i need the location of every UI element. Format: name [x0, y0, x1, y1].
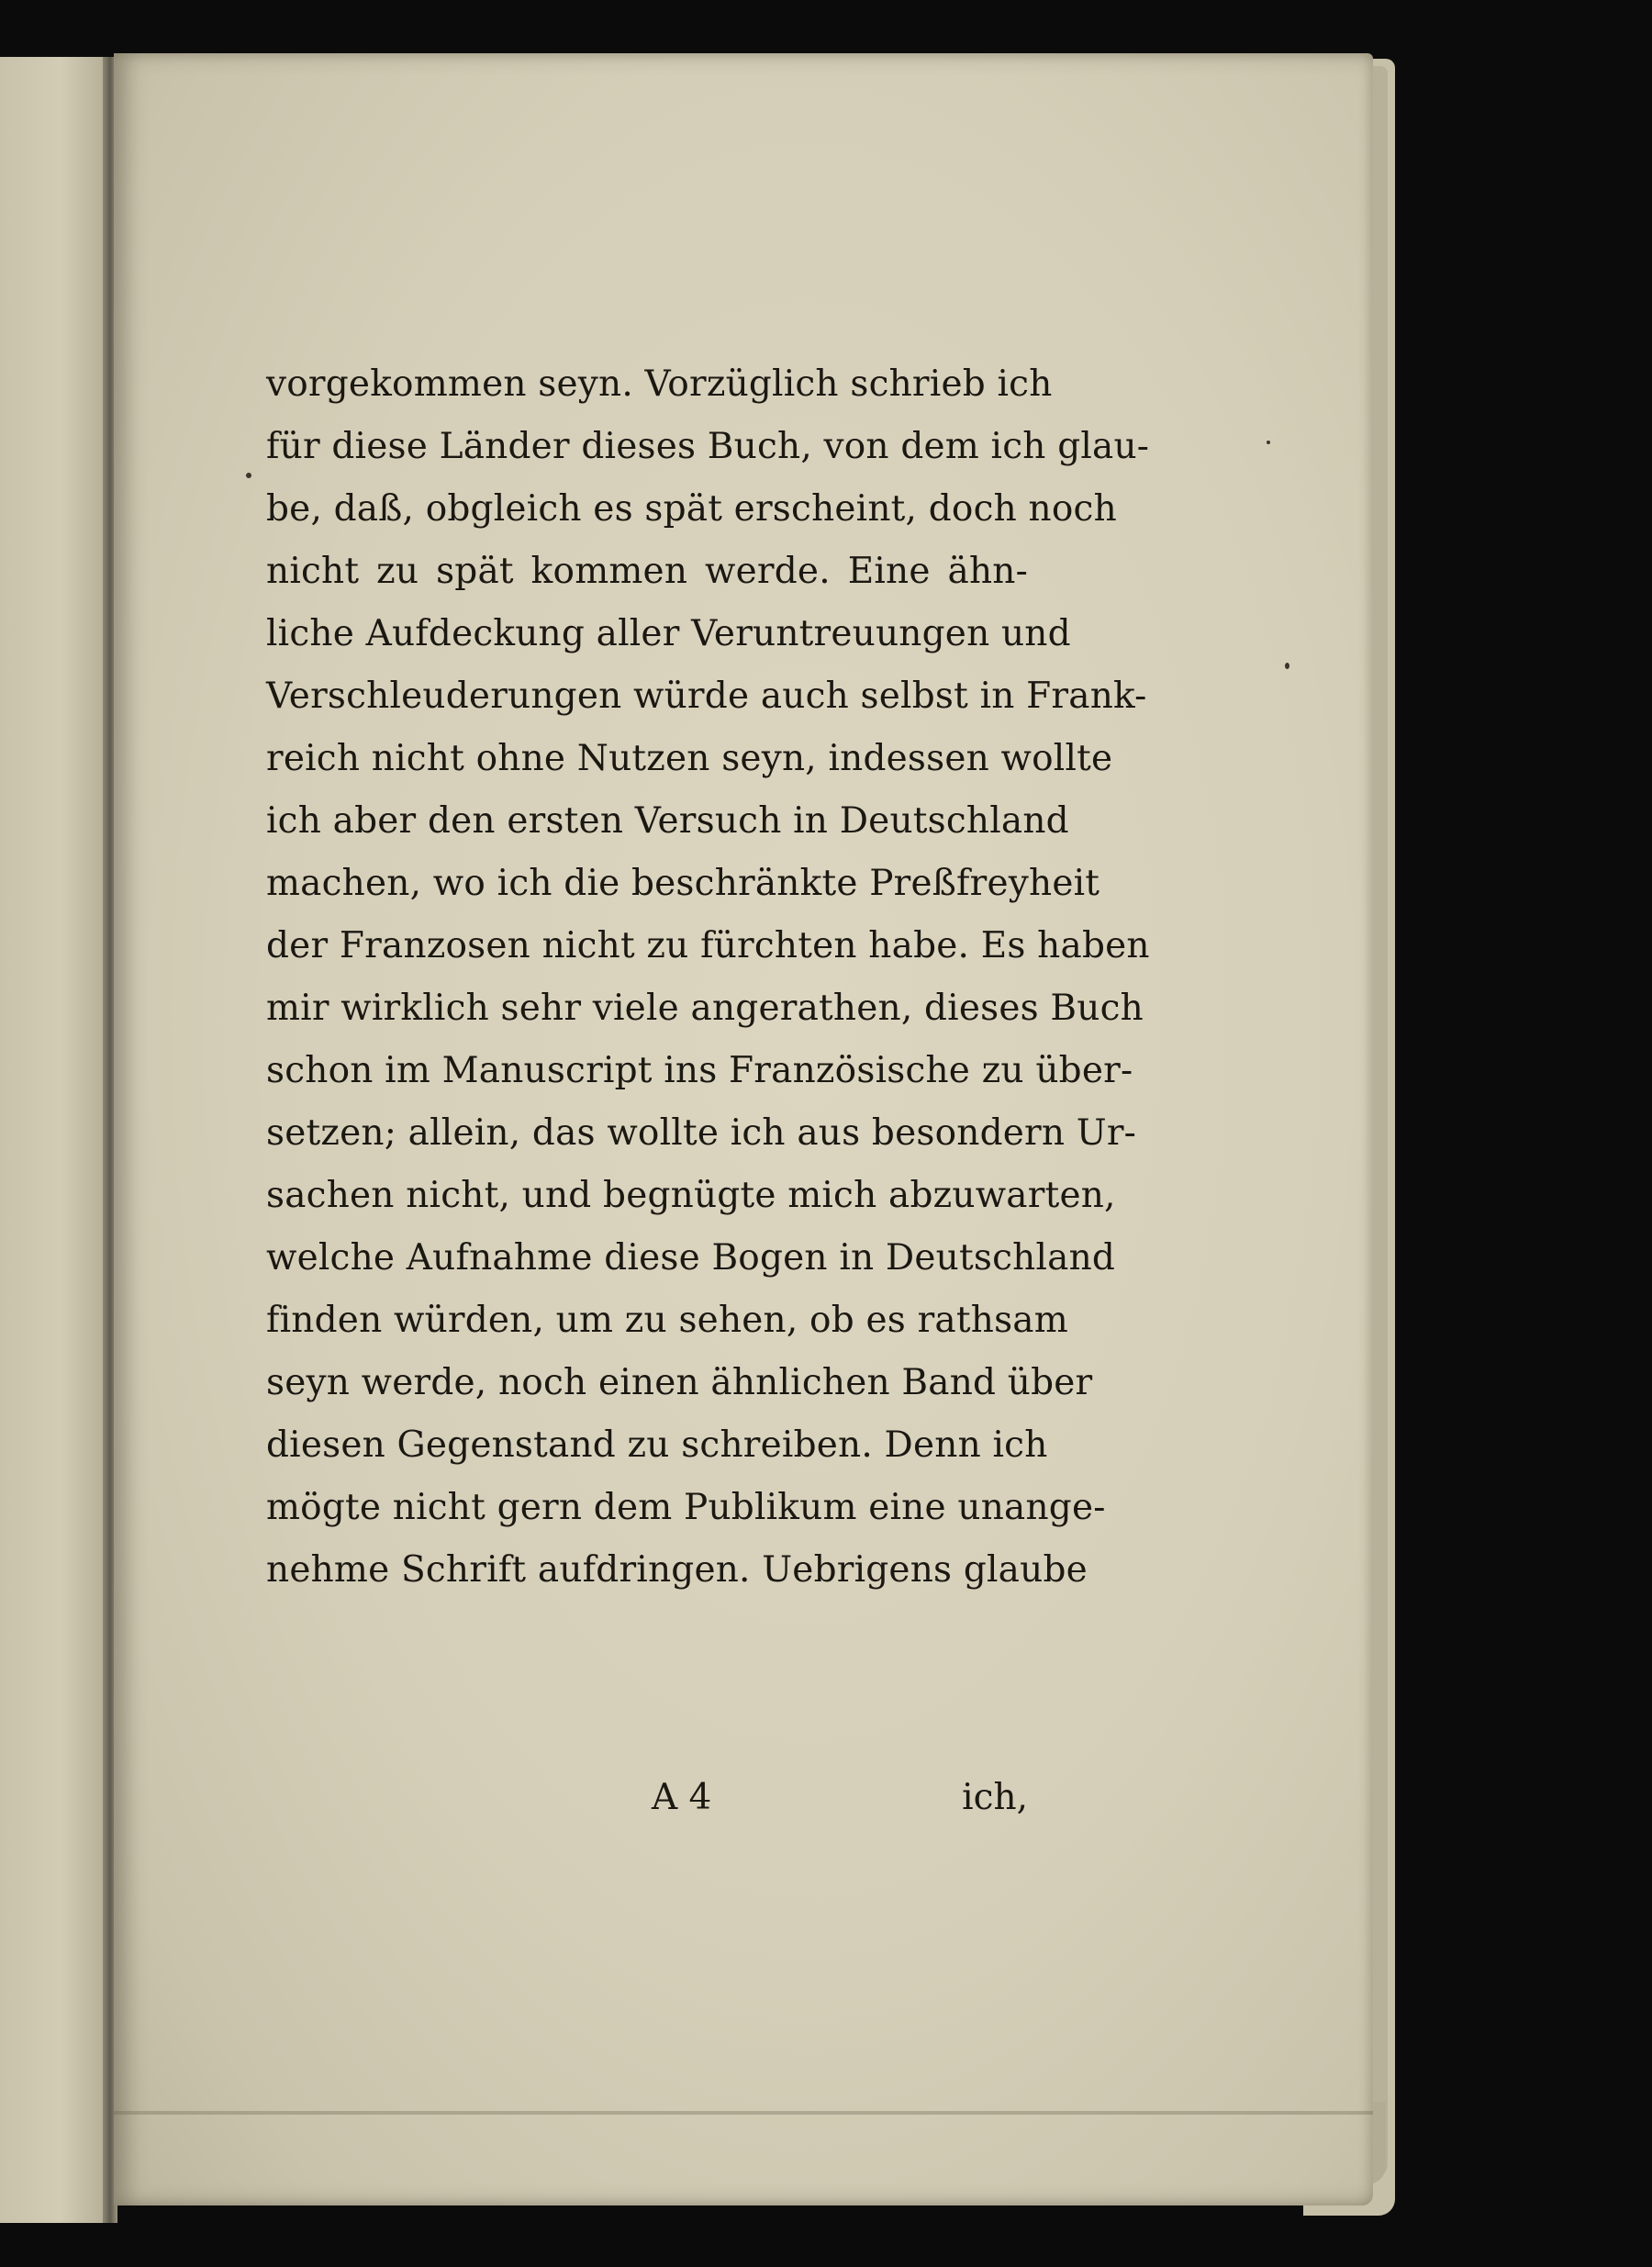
sheet-signature: A 4 — [652, 1777, 712, 1818]
text-line: setzen; allein, das wollte ich aus besondern Ur- — [266, 1112, 1137, 1154]
text-line: für diese Länder dieses Buch, von dem ich glau- — [266, 426, 1150, 467]
text-line: liche Aufdeckung aller Veruntreuungen und — [266, 613, 1071, 654]
text-line: nicht zu spät kommen werde. Eine ähn- — [266, 551, 1028, 592]
text-line: mir wirklich sehr viele angerathen, dieses Buch — [266, 988, 1144, 1029]
text-line: vorgekommen seyn. Vorzüglich schrieb ich — [266, 363, 1053, 405]
body-text — [266, 353, 1150, 1602]
page-footer — [266, 1767, 1028, 1829]
text-line: Verschleuderungen würde auch selbst in Frank- — [266, 676, 1147, 717]
paper-speck — [246, 473, 251, 478]
text-line: machen, wo ich die beschränkte Preßfreyheit — [266, 863, 1100, 904]
text-line: der Franzosen nicht zu fürchten habe. Es haben — [266, 925, 1150, 966]
paper-speck — [1267, 441, 1270, 444]
text-line: schon im Manuscript ins Französische zu über- — [266, 1050, 1133, 1091]
left-page-edge — [0, 57, 110, 2223]
text-line: finden würden, um zu sehen, ob es rathsam — [266, 1300, 1068, 1341]
text-line: seyn werde, noch einen ähnlichen Band über — [266, 1362, 1093, 1403]
text-line: reich nicht ohne Nutzen seyn, indessen wollte — [266, 738, 1113, 779]
text-line: be, daß, obgleich es spät erscheint, doch noch — [266, 488, 1117, 530]
paper-speck — [1285, 663, 1289, 669]
text-line: mögte nicht gern dem Publikum eine unange- — [266, 1487, 1106, 1528]
text-line: ich aber den ersten Versuch in Deutschland — [266, 800, 1069, 842]
text-line: nehme Schrift aufdringen. Uebrigens glaube — [266, 1549, 1088, 1591]
text-line: sachen nicht, und begnügte mich abzuwarten, — [266, 1175, 1116, 1216]
catchword: ich, — [962, 1777, 1028, 1818]
page-fold-line — [114, 2111, 1373, 2115]
text-line: welche Aufnahme diese Bogen in Deutschland — [266, 1237, 1116, 1279]
text-line: diesen Gegenstand zu schreiben. Denn ich — [266, 1424, 1048, 1466]
